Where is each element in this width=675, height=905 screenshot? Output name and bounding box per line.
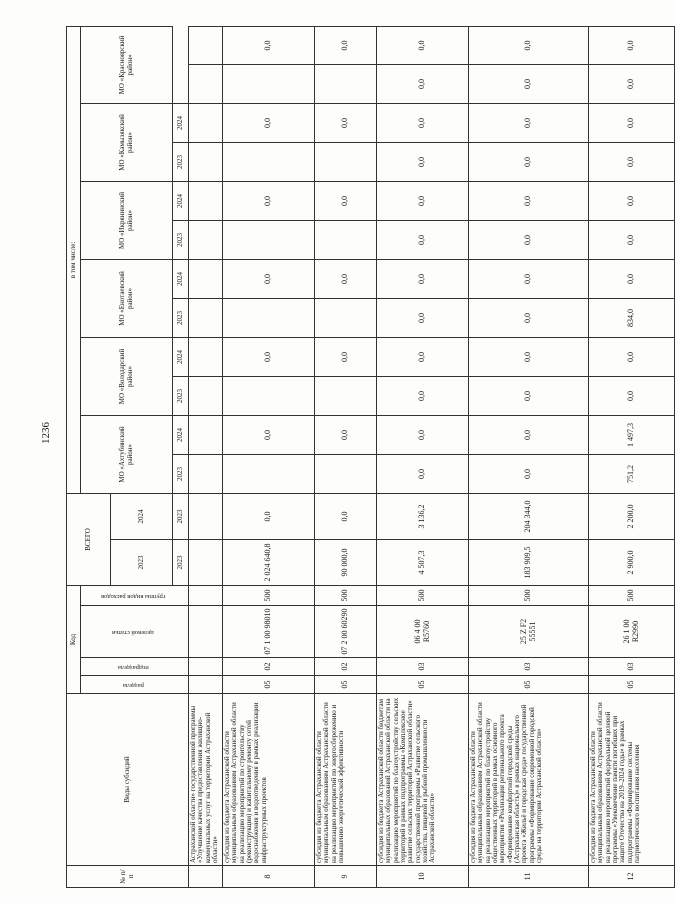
row-district-2023 xyxy=(223,220,315,259)
header-type: Виды субсидий xyxy=(67,694,189,866)
row-total-2023: 183 909,5 xyxy=(469,540,589,586)
row-num: 11 xyxy=(469,866,589,888)
row-subsection: 03 xyxy=(589,658,675,676)
row-district-2024: 0,0 xyxy=(315,181,377,220)
row-district-2024 xyxy=(189,415,223,454)
row-district-2024: 0,0 xyxy=(589,181,675,220)
row-section: 05 xyxy=(469,676,589,694)
row-target-article: 25 Z F2 55551 xyxy=(469,606,589,658)
header-year: 2023 xyxy=(173,298,189,337)
row-district-2023 xyxy=(223,64,315,103)
row-district-2024: 0,0 xyxy=(315,337,377,376)
row-district-2024 xyxy=(189,103,223,142)
row-district-2024: 1 497,3 xyxy=(589,415,675,454)
row-district-2023 xyxy=(315,220,377,259)
table-row xyxy=(469,26,589,887)
row-district-2024: 0,0 xyxy=(589,337,675,376)
row-district-2023 xyxy=(223,454,315,493)
table-body xyxy=(189,26,675,887)
header-district: МО «Красноярский район» xyxy=(81,26,173,103)
row-district-2024: 0,0 xyxy=(589,103,675,142)
row-total-2023: 2 900,0 xyxy=(589,540,675,586)
row-district-2023 xyxy=(223,376,315,415)
row-district-2024: 0,0 xyxy=(315,103,377,142)
row-total-2024 xyxy=(189,493,223,539)
row-expense-group: 500 xyxy=(315,586,377,606)
row-district-2023: 0,0 xyxy=(589,376,675,415)
header-year: 2023 xyxy=(173,493,189,539)
row-target-article: 07 2 00 60290 xyxy=(315,606,377,658)
row-district-2023: 0,0 xyxy=(377,142,469,181)
row-district-2023 xyxy=(223,142,315,181)
row-num: 12 xyxy=(589,866,675,888)
header-expense-group: группы видов расходов xyxy=(81,586,189,606)
row-section: 05 xyxy=(377,676,469,694)
row-subsection: 03 xyxy=(469,658,589,676)
row-target-article xyxy=(189,606,223,658)
row-description: субсидия из бюджета Астраханской области муниципальным образованиям Астраханской области на реализацию мероприятий по энергосбережению и повышению энергетической эффективности xyxy=(315,694,377,866)
row-district-2023: 0,0 xyxy=(469,220,589,259)
header-year: 2023 xyxy=(173,220,189,259)
row-district-2024: 0,0 xyxy=(377,181,469,220)
page-number: 1236 xyxy=(40,422,52,444)
row-district-2024 xyxy=(189,337,223,376)
row-district-2024: 0,0 xyxy=(223,415,315,454)
row-district-2024: 0,0 xyxy=(589,259,675,298)
row-district-2024: 0,0 xyxy=(315,415,377,454)
row-section: 05 xyxy=(223,676,315,694)
row-description: субсидия из бюджета Астраханской области муниципальным образованиям Астраханской области на реализацию мероприятий по строительству (реконструкции) и капитальному ремонту сетей водоснабжения и водоотведения в рамках реализации инфраструктурных проектов xyxy=(223,694,315,866)
header-year: 2024 xyxy=(173,415,189,454)
row-section: 05 xyxy=(589,676,675,694)
row-expense-group: 500 xyxy=(377,586,469,606)
row-total-2023: 2 024 640,8 xyxy=(223,540,315,586)
row-district-2024: 0,0 xyxy=(377,26,469,64)
row-subsection: 03 xyxy=(377,658,469,676)
row-district-2023 xyxy=(315,376,377,415)
header-target-article: целевой статьи xyxy=(81,606,189,658)
row-num: 9 xyxy=(315,866,377,888)
row-district-2023: 0,0 xyxy=(469,142,589,181)
row-description: субсидия из бюджета Астраханской области бюджетам муниципальных образований Астраханской области на реализацию мероприятий по благоустройству сельских территорий в рамках подпрограммы «Комплексное развитие сельских территорий Астраханской области» государственной программы «Развитие сельского хозяйства, пищевой и рыбной промышленности Астраханской области» xyxy=(377,694,469,866)
row-district-2024: 0,0 xyxy=(469,181,589,220)
header-year: 2023 xyxy=(173,376,189,415)
row-total-2024: 3 136,2 xyxy=(377,493,469,539)
row-num: 10 xyxy=(377,866,469,888)
row-district-2023 xyxy=(189,298,223,337)
row-district-2024: 0,0 xyxy=(315,259,377,298)
row-district-2024: 0,0 xyxy=(377,337,469,376)
row-district-2024: 0,0 xyxy=(377,415,469,454)
row-district-2023 xyxy=(223,298,315,337)
row-district-2023 xyxy=(189,220,223,259)
header-district: МО «Володарский район» xyxy=(81,337,173,415)
table-row xyxy=(589,26,675,887)
row-total-2024: 204 344,0 xyxy=(469,493,589,539)
header-code: Код xyxy=(67,586,81,694)
row-district-2023: 0,0 xyxy=(377,220,469,259)
row-section: 05 xyxy=(315,676,377,694)
row-district-2024: 0,0 xyxy=(315,26,377,64)
row-district-2023: 0,0 xyxy=(589,220,675,259)
row-district-2024: 0,0 xyxy=(469,259,589,298)
row-district-2024: 0,0 xyxy=(377,259,469,298)
row-district-2023: 0,0 xyxy=(589,64,675,103)
row-expense-group: 500 xyxy=(223,586,315,606)
table-row xyxy=(189,26,223,887)
row-total-2023 xyxy=(189,540,223,586)
row-total-2024: 0,0 xyxy=(315,493,377,539)
row-total-2023: 90 000,0 xyxy=(315,540,377,586)
row-district-2023: 0,0 xyxy=(589,142,675,181)
row-district-2023: 751,2 xyxy=(589,454,675,493)
row-num xyxy=(189,866,223,888)
row-district-2023 xyxy=(189,142,223,181)
row-district-2023: 0,0 xyxy=(377,64,469,103)
subsidy-table-container xyxy=(66,28,642,888)
row-section xyxy=(189,676,223,694)
row-district-2024: 0,0 xyxy=(469,103,589,142)
table-row xyxy=(377,26,469,887)
row-expense-group xyxy=(189,586,223,606)
row-district-2023 xyxy=(315,64,377,103)
row-district-2023: 0,0 xyxy=(469,64,589,103)
row-district-2023: 0,0 xyxy=(469,454,589,493)
subsidy-table xyxy=(66,26,675,888)
row-subsection: 02 xyxy=(223,658,315,676)
row-district-2023 xyxy=(189,454,223,493)
header-year: 2024 xyxy=(173,337,189,376)
row-description: субсидия из бюджета Астраханской области муниципальным образованиям Астраханской области на реализацию мероприятий федеральной целевой программы «Увековечение памяти погибших при защите Отечества на 2019–2024 годы» в рамках подпрограммы «Формирование системы патриотического воспитания населения xyxy=(589,694,675,866)
header-num: № п/п xyxy=(67,866,189,888)
header-district: МО «Икрянинский район» xyxy=(81,181,173,259)
header-year: 2024 xyxy=(173,181,189,220)
header-district: МО «Камызякский район» xyxy=(81,103,173,181)
row-target-article: 26 1 00 R2990 xyxy=(589,606,675,658)
header-district: МО «Енотаевский район» xyxy=(81,259,173,337)
row-subsection xyxy=(189,658,223,676)
row-district-2024: 0,0 xyxy=(377,103,469,142)
header-year: 2023 xyxy=(173,454,189,493)
row-district-2023: 834,0 xyxy=(589,298,675,337)
row-district-2024: 0,0 xyxy=(223,181,315,220)
row-district-2023: 0,0 xyxy=(377,298,469,337)
header-year: 2024 xyxy=(173,259,189,298)
row-district-2024: 0,0 xyxy=(469,26,589,64)
header-year: 2023 xyxy=(173,142,189,181)
row-total-2024: 2 200,0 xyxy=(589,493,675,539)
row-target-article: 06 4 00 R5760 xyxy=(377,606,469,658)
header-total: ВСЕГО xyxy=(67,493,111,585)
row-district-2024: 0,0 xyxy=(469,337,589,376)
row-district-2024: 0,0 xyxy=(223,337,315,376)
row-total-2023: 4 507,3 xyxy=(377,540,469,586)
header-year: 2023 xyxy=(173,540,189,586)
table-row xyxy=(223,26,315,887)
row-district-2023 xyxy=(315,454,377,493)
row-district-2023: 0,0 xyxy=(469,376,589,415)
row-district-2024: 0,0 xyxy=(469,415,589,454)
row-district-2024: 0,0 xyxy=(589,26,675,64)
row-district-2023 xyxy=(189,376,223,415)
header-year: 2024 xyxy=(173,103,189,142)
row-total-2024: 0,0 xyxy=(223,493,315,539)
row-target-article: 07 1 00 98010 xyxy=(223,606,315,658)
row-district-2023: 0,0 xyxy=(377,376,469,415)
row-description: субсидия из бюджета Астраханской области муниципальным образованиям Астраханской области на реализацию мероприятий по благоустройству общественных территорий в рамках основного мероприятия «Реализация регионального проекта «Формирование комфортной городской среды (Астраханская область)» в рамках национального проекта «Жильё и городская среда» государственной программы «Формирование современной городской среды на территории Астраханской области» xyxy=(469,694,589,866)
row-district-2023: 0,0 xyxy=(377,454,469,493)
row-district-2024 xyxy=(189,181,223,220)
row-district-2023 xyxy=(315,298,377,337)
row-district-2024 xyxy=(189,26,223,64)
row-district-2024: 0,0 xyxy=(223,103,315,142)
row-district-2023 xyxy=(315,142,377,181)
header-total-year: 2023 xyxy=(111,540,173,586)
row-district-2023 xyxy=(189,64,223,103)
header-total-year: 2024 xyxy=(111,493,173,539)
row-description: Астраханской области» государственной программы «Улучшение качества предоставления жилищно-коммунальных услуг на территории Астраханской области» xyxy=(189,694,223,866)
row-subsection: 02 xyxy=(315,658,377,676)
header-including: в том числе: xyxy=(67,26,81,493)
row-expense-group: 500 xyxy=(469,586,589,606)
row-district-2024: 0,0 xyxy=(223,259,315,298)
row-district-2024 xyxy=(189,259,223,298)
row-num: 8 xyxy=(223,866,315,888)
row-expense-group: 500 xyxy=(589,586,675,606)
header-subsection: подраздела xyxy=(81,658,189,676)
header-district: МО «Ахтубинский район» xyxy=(81,415,173,493)
header-section: раздела xyxy=(81,676,189,694)
table-row xyxy=(315,26,377,887)
row-district-2024: 0,0 xyxy=(223,26,315,64)
row-district-2023: 0,0 xyxy=(469,298,589,337)
